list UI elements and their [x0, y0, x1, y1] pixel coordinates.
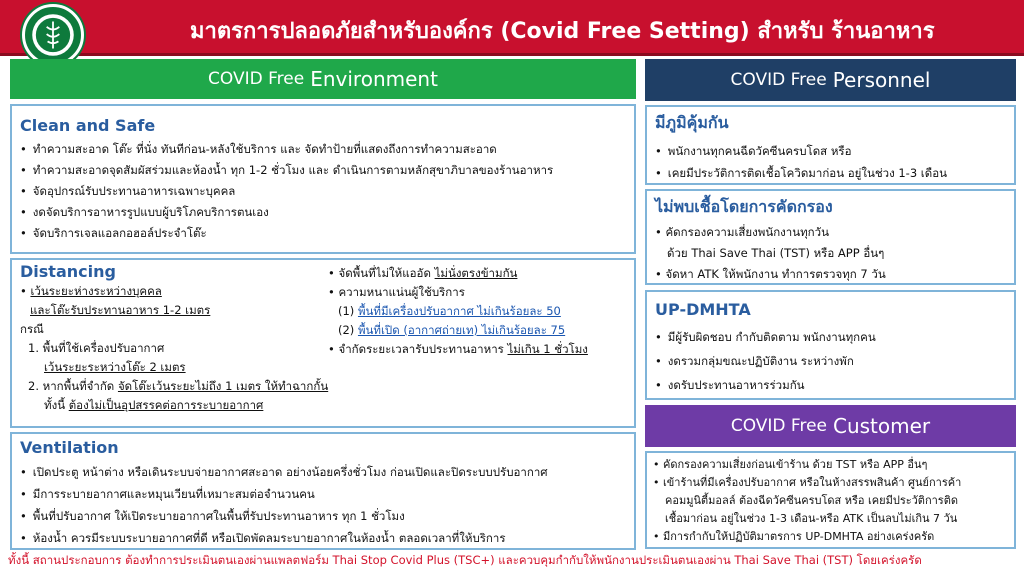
customer-line: • มีการกำกับให้ปฏิบัติมาตรการ UP-DMHTA อย่างเคร่งครัด — [653, 530, 935, 543]
page-title: มาตรการปลอดภัยสำหรับองค์กร (Covid Free Setting) สำหรับ ร้านอาหาร — [190, 19, 935, 44]
distancing-title: Distancing — [20, 262, 116, 281]
personnel-banner-big: Personnel — [832, 68, 931, 92]
list-item: • ห้องน้ำ ควรมีระบบระบายอากาศที่ดี หรือเปิดพัดลมระบายอากาศในห้องน้ำ ตลอดเวลาที่ให้บริการ — [20, 527, 626, 549]
clean-safe-title: Clean and Safe — [20, 116, 156, 135]
list-item: • งดรับประทานอาหารร่วมกัน — [655, 373, 1006, 397]
distancing-panel — [10, 258, 636, 428]
ministry-of-public-health-logo — [22, 4, 84, 66]
screening-title: ไม่พบเชื้อโดยการคัดกรอง — [655, 197, 833, 216]
immune-list — [655, 140, 1006, 184]
environment-banner-small: COVID Free — [208, 69, 305, 89]
distancing-line: • เว้นระยะห่างระหว่างบุคคล — [20, 284, 162, 298]
distancing-line: (1) พื้นที่มีเครื่องปรับอากาศ ไม่เกินร้อยละ 50 — [338, 304, 561, 318]
list-item: • ทำความสะอาด โต๊ะ ที่นั่ง ทันทีก่อน-หลังใช้บริการ และ จัดทำป้ายที่แสดงถึงการทำความสะอาด — [20, 139, 626, 160]
clean-safe-list — [20, 139, 626, 244]
screening-panel — [645, 189, 1016, 285]
list-item: • งดจัดบริการอาหารรูปแบบผู้บริโภคบริการตนเอง — [20, 202, 626, 223]
updmhta-title: UP-DMHTA — [655, 300, 751, 319]
list-item: • มีการระบายอากาศและหมุนเวียนที่เหมาะสมต่อจำนวนคน — [20, 483, 626, 505]
customer-line: • เข้าร้านที่มีเครื่องปรับอากาศ หรือในห้างสรรพสินค้า ศูนย์การค้า — [653, 476, 962, 489]
customer-panel — [645, 451, 1016, 549]
list-item: • งดรวมกลุ่มขณะปฏิบัติงาน ระหว่างพัก — [655, 349, 1006, 373]
updmhta-list — [655, 325, 1006, 397]
ventilation-title: Ventilation — [20, 438, 119, 457]
customer-line: คอมมูนิตี้มอลล์ ต้องฉีดวัคซีนครบโดส หรือ เคยมีประวัติการติด — [665, 494, 958, 507]
list-item: • จัดบริการเจลแอลกอฮอล์ประจำโต๊ะ — [20, 223, 626, 244]
distancing-line: 2. หากพื้นที่จำกัด จัดโต๊ะเว้นระยะไม่ถึง 1 เมตร ให้ทำฉากกั้น — [28, 379, 329, 393]
ventilation-panel — [10, 432, 636, 550]
customer-banner — [645, 405, 1016, 447]
distancing-line: • ความหนาแน่นผู้ใช้บริการ — [328, 285, 465, 299]
list-item: • พนักงานทุกคนฉีดวัคซีนครบโดส หรือ — [655, 140, 1006, 162]
distancing-line: 1. พื้นที่ใช้เครื่องปรับอากาศ — [28, 341, 165, 355]
screening-line: • จัดหา ATK ให้พนักงาน ทำการตรวจทุก 7 วัน — [655, 267, 886, 281]
environment-banner — [10, 59, 636, 99]
customer-banner-big: Customer — [833, 414, 931, 438]
distancing-line: เว้นระยะระหว่างโต๊ะ 2 เมตร — [44, 360, 186, 374]
updmhta-panel — [645, 290, 1016, 400]
distancing-line: • จัดพื้นที่ไม่ให้แออัด ไม่นั่งตรงข้ามกัน — [328, 266, 518, 280]
list-item: • มีผู้รับผิดชอบ กำกับติดตาม พนักงานทุกคน — [655, 325, 1006, 349]
screening-line: • คัดกรองความเสี่ยงพนักงานทุกวัน — [655, 225, 829, 239]
list-item: • ทำความสะอาดจุดสัมผัสร่วมและห้องน้ำ ทุก 1-2 ชั่วโมง และ ดำเนินการตามหลักสุขาภิบาลของร้านอาหาร — [20, 160, 626, 181]
immune-title: มีภูมิคุ้มกัน — [655, 113, 729, 132]
immune-panel — [645, 105, 1016, 185]
customer-line: เชื้อมาก่อน อยู่ในช่วง 1-3 เดือน-หรือ ATK เป็นลบไม่เกิน 7 วัน — [665, 512, 958, 525]
clean-safe-panel — [10, 104, 636, 254]
distancing-line: • จำกัดระยะเวลารับประทานอาหาร ไม่เกิน 1 ชั่วโมง — [328, 342, 588, 356]
list-item: • จัดอุปกรณ์รับประทานอาหารเฉพาะบุคคล — [20, 181, 626, 202]
distancing-line: ทั้งนี้ ต้องไม่เป็นอุปสรรคต่อการระบายอากาศ — [44, 398, 264, 412]
page-header — [0, 0, 1024, 56]
distancing-line: และโต๊ะรับประทานอาหาร 1-2 เมตร — [30, 303, 211, 317]
distancing-line: (2) พื้นที่เปิด (อากาศถ่ายเท) ไม่เกินร้อยละ 75 — [338, 323, 566, 337]
personnel-banner — [645, 59, 1016, 101]
customer-line: • คัดกรองความเสี่ยงก่อนเข้าร้าน ด้วย TST หรือ APP อื่นๆ — [653, 458, 928, 471]
screening-line: ด้วย Thai Save Thai (TST) หรือ APP อื่นๆ — [667, 246, 885, 260]
footer-note: ทั้งนี้ สถานประกอบการ ต้องทำการประเมินตนเองผ่านแพลตฟอร์ม Thai Stop Covid Plus (TSC+) และควบคุมกำกับให้พนักงานประเมินตนเองผ่าน Thai Save Thai (TST) โดยเคร่งครัด — [8, 553, 922, 567]
ventilation-list — [20, 461, 626, 549]
list-item: • เปิดประตู หน้าต่าง หรือเดินระบบจ่ายอากาศสะอาด อย่างน้อยครึ่งชั่วโมง ก่อนเปิดและปิดระบบปรับอากาศ — [20, 461, 626, 483]
distancing-line: กรณี — [20, 322, 44, 336]
environment-banner-big: Environment — [310, 67, 438, 91]
customer-banner-small: COVID Free — [730, 416, 827, 436]
list-item: • เคยมีประวัติการติดเชื้อโควิดมาก่อน อยู่ในช่วง 1-3 เดือน — [655, 162, 1006, 184]
personnel-banner-small: COVID Free — [730, 70, 827, 90]
list-item: • พื้นที่ปรับอากาศ ให้เปิดระบายอากาศในพื้นที่รับประทานอาหาร ทุก 1 ชั่วโมง — [20, 505, 626, 527]
